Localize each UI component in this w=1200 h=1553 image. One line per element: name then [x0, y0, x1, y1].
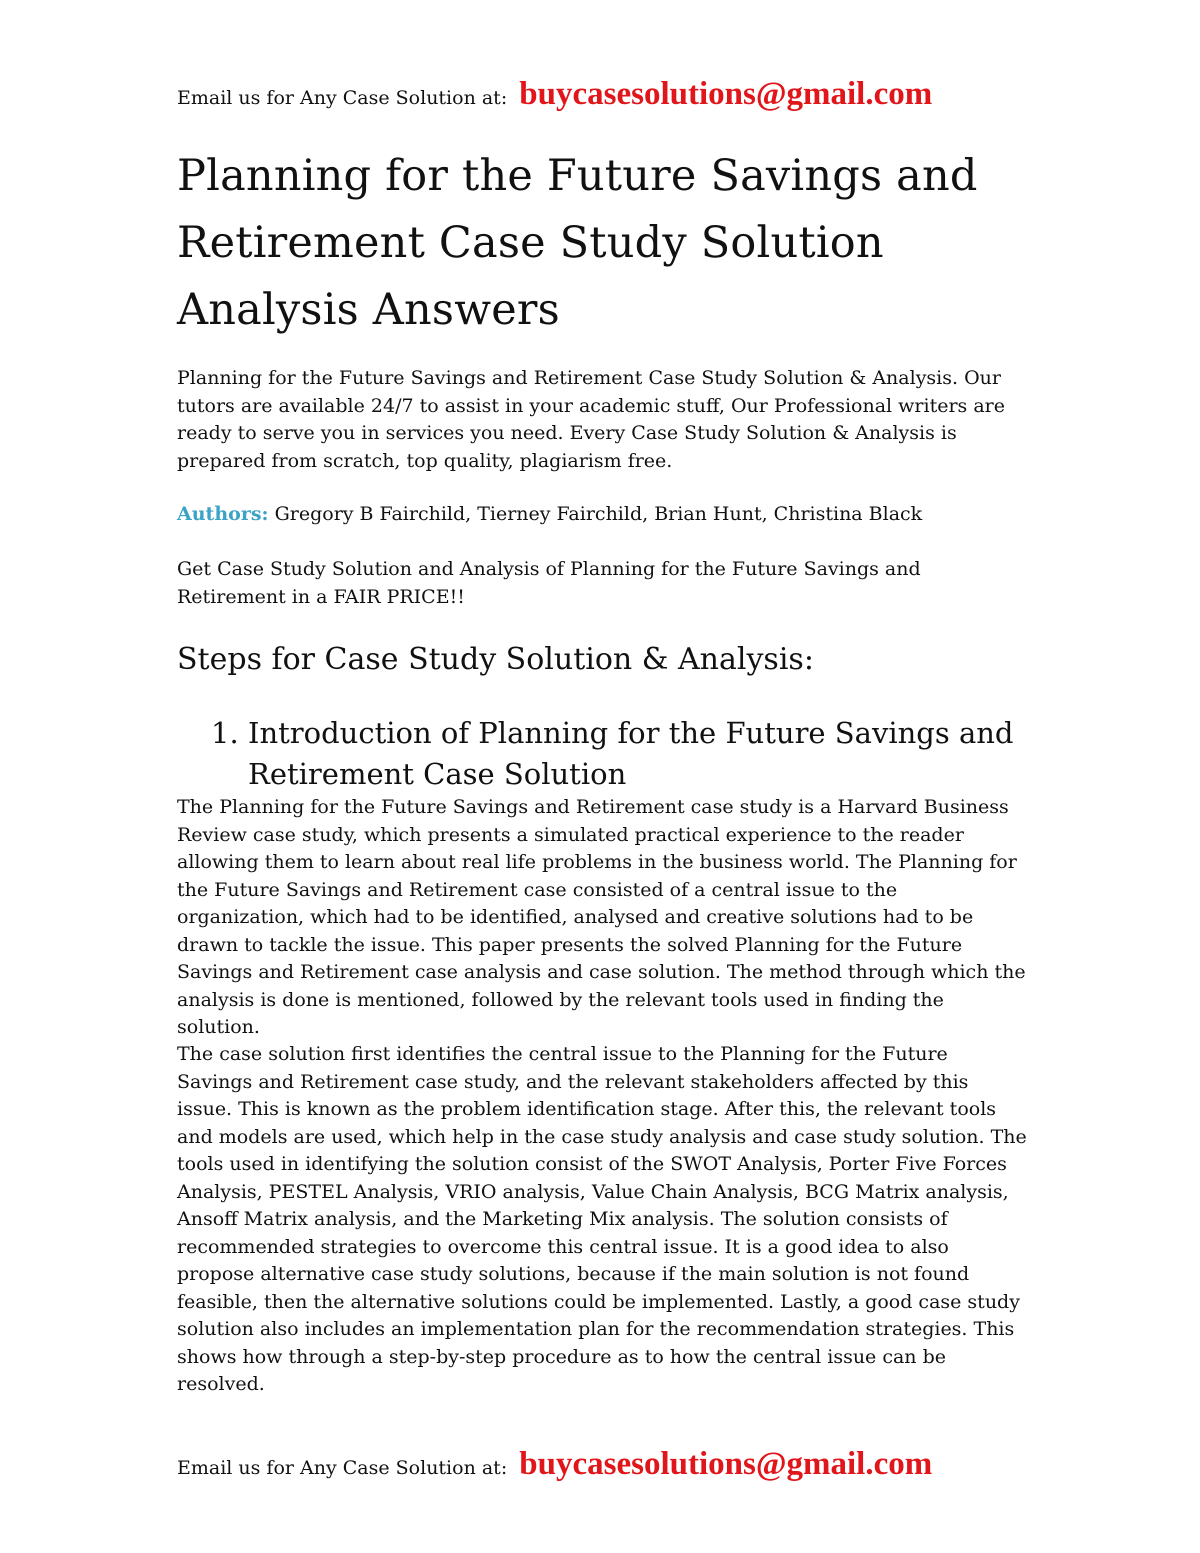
- header-email-address[interactable]: buycasesolutions@gmail.com: [519, 76, 933, 112]
- step-1-heading-text: Introduction of Planning for the Future Savings and Retirement Case Solution: [248, 716, 1014, 791]
- footer-email-address[interactable]: buycasesolutions@gmail.com: [519, 1446, 933, 1482]
- step-1-heading: [211, 713, 1041, 795]
- document-page: [177, 0, 1027, 1553]
- header-email-line: [177, 76, 932, 113]
- step-1-number: 1.: [211, 716, 239, 750]
- authors-label: Authors:: [177, 503, 269, 525]
- fair-price-paragraph: Get Case Study Solution and Analysis of Planning for the Future Savings and Retirement in a FAIR PRICE!!: [177, 558, 921, 608]
- footer-email-prefix: Email us for Any Case Solution at:: [177, 1457, 508, 1479]
- authors-line: [177, 501, 1027, 529]
- body-paragraph-2: The case solution first identifies the central issue to the Planning for the Future Savings and Retirement case study, and the relevant stakeholders affected by this issue. This is known as the problem identification stage. After this, the relevant tools and models are used, which help in the case study analysis and case study solution. The tools used in identifying the solution consist of the SWOT Analysis, Porter Five Forces Analysis, PESTEL Analysis, VRIO analysis, Value Chain Analysis, BCG Matrix analysis, Ansoff Matrix analysis, and the Marketing Mix analysis. The solution consists of recommended strategies to overcome this central issue. It is a good idea to also propose alternative case study solutions, because if the main solution is not found feasible, then the alternative solutions could be implemented. Lastly, a good case study solution also includes an implementation plan for the recommendation strategies. This shows how through a step-by-step procedure as to how the central issue can be resolved.: [177, 1043, 1027, 1395]
- intro-paragraph: Planning for the Future Savings and Retirement Case Study Solution & Analysis. Our tutors are available 24/7 to assist in your academic stuff, Our Professional writers are ready to serve you in services you need. Every Case Study Solution & Analysis is prepared from scratch, top quality, plagiarism free.: [177, 367, 1005, 472]
- header-email-prefix: Email us for Any Case Solution at:: [177, 87, 508, 109]
- authors-names: Gregory B Fairchild, Tierney Fairchild, Brian Hunt, Christina Black: [274, 503, 923, 525]
- footer-email-line: [177, 1446, 932, 1483]
- document-title: Planning for the Future Savings and Retirement Case Study Solution Analysis Answers: [177, 151, 978, 335]
- steps-heading: Steps for Case Study Solution & Analysis:: [177, 642, 814, 677]
- body-paragraph-1: The Planning for the Future Savings and Retirement case study is a Harvard Business Review case study, which presents a simulated practical experience to the reader allowing them to learn about real life problems in the business world. The Planning for the Future Savings and Retirement case consisted of a central issue to the organization, which had to be identified, analysed and creative solutions had to be drawn to tackle the issue. This paper presents the solved Planning for the Future Savings and Retirement case analysis and case solution. The method through which the analysis is done is mentioned, followed by the relevant tools used in finding the solution.: [177, 796, 1026, 1038]
